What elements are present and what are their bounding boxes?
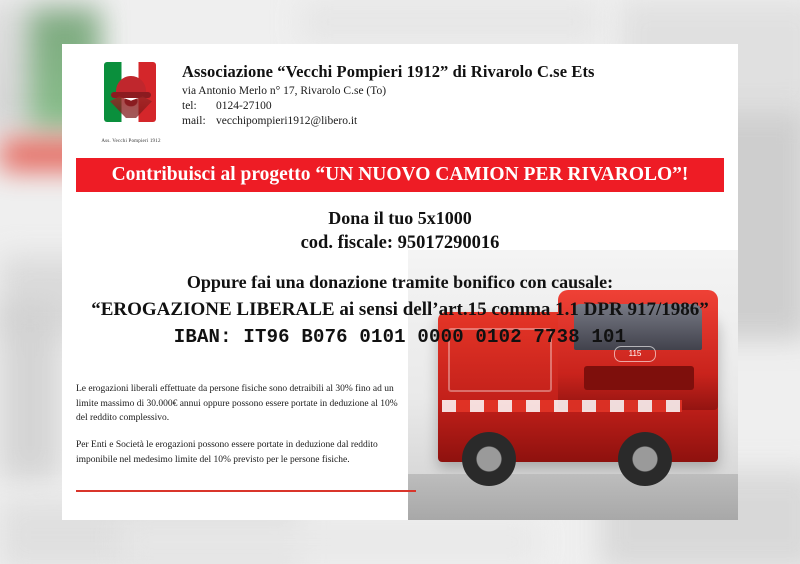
firefighter-helmet-icon bbox=[116, 76, 146, 98]
association-email bbox=[182, 115, 595, 127]
association-address: via Antonio Merlo n° 17, Rivarolo C.se (To) bbox=[182, 85, 387, 97]
fineprint-block bbox=[76, 382, 406, 480]
truck-wheel bbox=[618, 432, 672, 486]
logo-caption: Ass. Vecchi Pompieri 1912 bbox=[101, 139, 161, 144]
truck-stripe bbox=[442, 400, 682, 412]
header-text-block bbox=[182, 58, 595, 127]
association-logo bbox=[94, 58, 168, 144]
bank-transfer-causale: “EROGAZIONE LIBERALE ai sensi dell’art.15 comma 1.1 DPR 917/1986” bbox=[91, 299, 709, 320]
campaign-banner-text: Contribuisci al progetto “UN NUOVO CAMION PER RIVAROLO”! bbox=[111, 164, 689, 185]
emergency-number-badge: 115 bbox=[614, 346, 656, 362]
email-label: mail: bbox=[182, 115, 206, 127]
campaign-banner bbox=[76, 158, 724, 192]
truck-wheel bbox=[462, 432, 516, 486]
bottom-divider bbox=[76, 490, 416, 492]
fiscal-code: cod. fiscale: 95017290016 bbox=[300, 233, 500, 253]
email-value: vecchipompieri1912@libero.it bbox=[216, 115, 358, 127]
association-telephone bbox=[182, 100, 595, 112]
background-blob bbox=[0, 300, 60, 480]
donation-5x1000-label: Dona il tuo 5x1000 bbox=[328, 208, 472, 228]
fineprint-paragraph-2: Per Enti e Società le erogazioni possono essere portate in deduzione dal reddito imponibile nel medesimo limite del 10% previsto per le persone fisiche. bbox=[76, 440, 378, 465]
telephone-label: tel: bbox=[182, 100, 197, 112]
flyer-document bbox=[62, 44, 738, 520]
bank-transfer-block bbox=[62, 272, 738, 348]
iban-value: IBAN: IT96 B076 0101 0000 0102 7738 101 bbox=[173, 326, 627, 348]
background-blob bbox=[120, 520, 540, 564]
fineprint-paragraph-1: Le erogazioni liberali effettuate da persone fisiche sono detraibili al 30% fino ad un limite massimo di 30.000€ annui oppure possono essere portate in deduzione al 10% del reddito complessivo. bbox=[76, 384, 398, 424]
truck-grille bbox=[584, 366, 694, 390]
association-name: Associazione “Vecchi Pompieri 1912” di Rivarolo C.se Ets bbox=[182, 62, 595, 81]
background-blob bbox=[300, 0, 600, 44]
photo-ground bbox=[408, 474, 738, 520]
bank-transfer-intro: Oppure fai una donazione tramite bonifico con causale: bbox=[186, 272, 614, 292]
donation-block bbox=[62, 208, 738, 254]
telephone-value: 0124-27100 bbox=[216, 100, 272, 112]
document-header bbox=[62, 58, 738, 144]
